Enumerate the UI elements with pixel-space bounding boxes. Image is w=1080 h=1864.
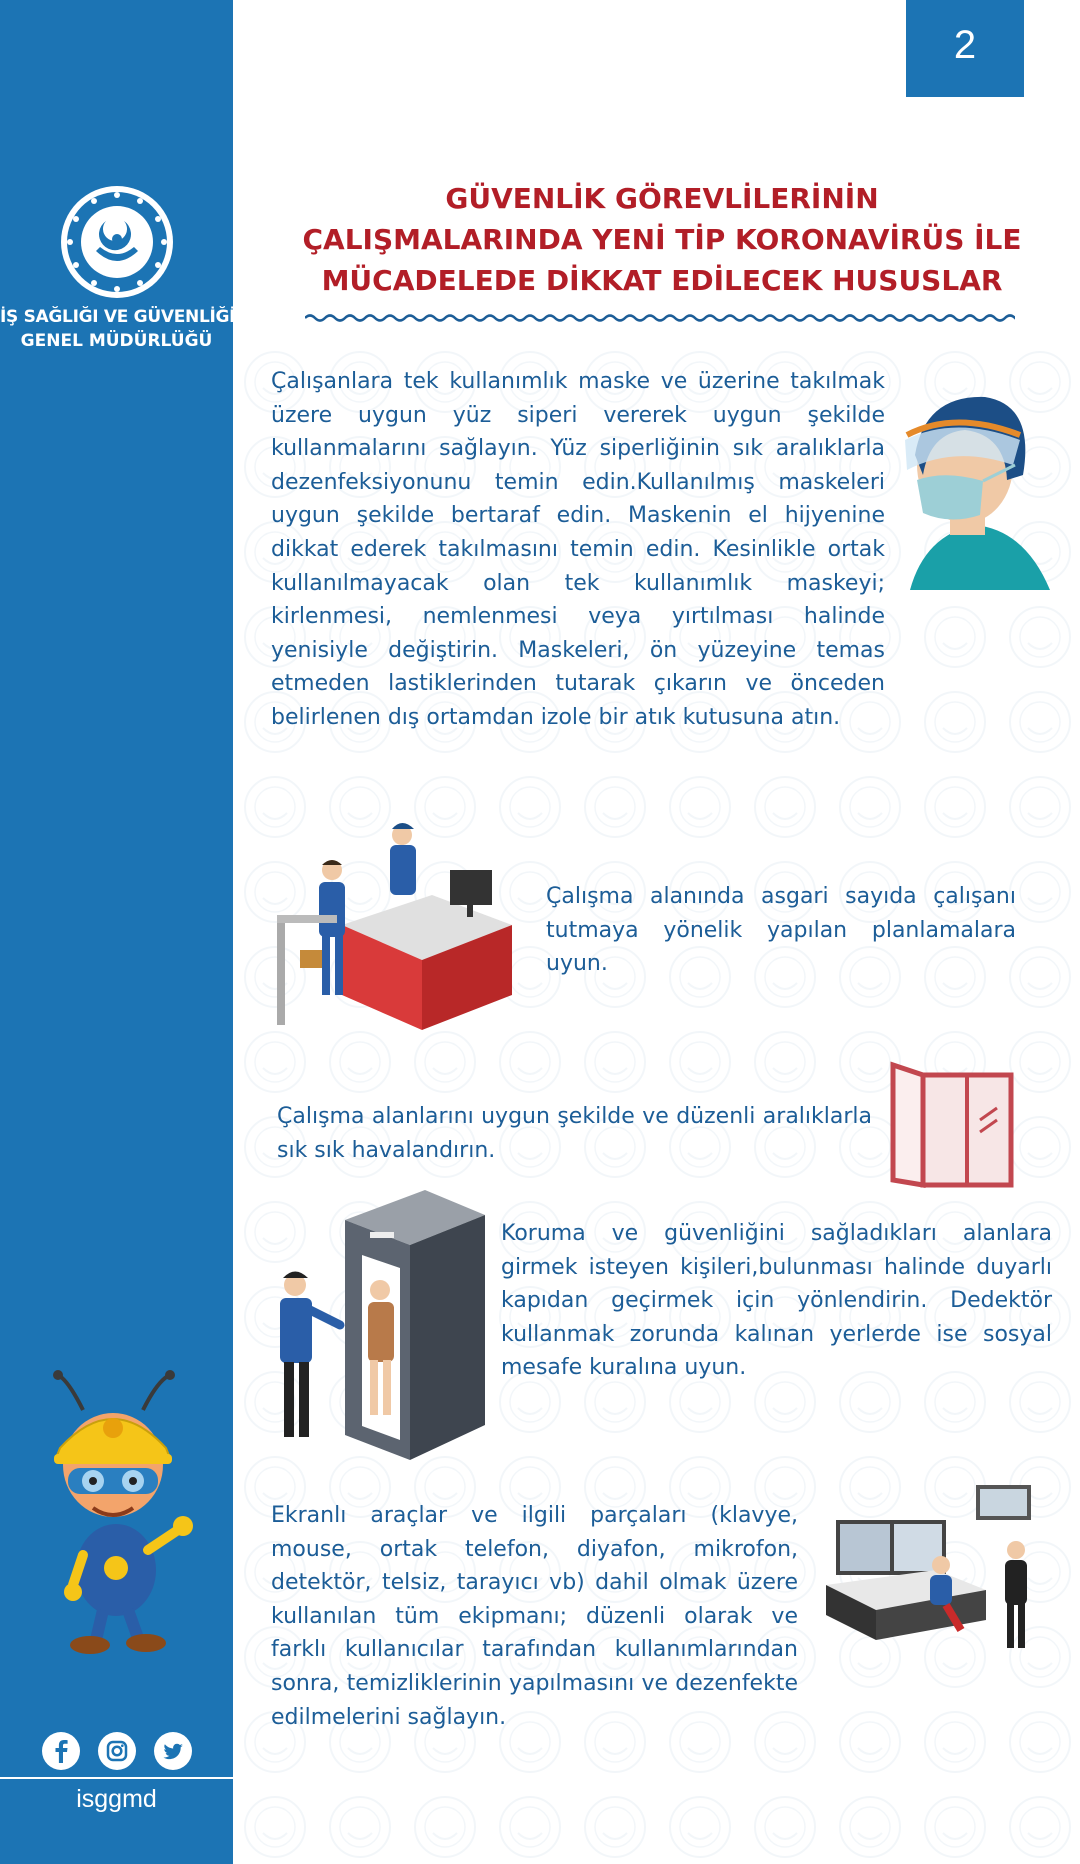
- face-shield-illustration: [895, 385, 1055, 590]
- paragraph-face-mask: Çalışanlara tek kullanımlık maske ve üzerine takılmak üzere uygun yüz siperi vererek uygun şekilde kullanmalarını sağlayın. Yüz siperliğinin sık aralıklarla dezenfeksiyonunu temin edin.Kullanılmış maskeleri uygun şekilde bertaraf edin. Maskenin el hijyenine dikkat ederek takılmasını temin edin. Kesinlikle ortak kullanılmayacak olan tek kullanımlık maskeyi; kirlenmesi, nemlenmesi veya yırtılması halinde yenisiyle değiştirin. Maskeleri, ön yüzeyine temas etmeden lastiklerinden tutarak çıkarın ve önceden belirlenen dış ortamdan izole bir atık kutusuna atın.: [271, 369, 885, 730]
- sidebar: [0, 0, 236, 1864]
- title-line1: GÜVENLİK GÖREVLİLERİNİN: [445, 182, 879, 215]
- paragraph-ventilation: Çalışma alanlarını uygun şekilde ve düzenli aralıklarla sık sık havalandırın.: [277, 1104, 872, 1163]
- facebook-icon[interactable]: [42, 1732, 80, 1770]
- security-desk-illustration: [272, 815, 517, 1040]
- paragraph-minimum-staff: Çalışma alanında asgari sayıda çalışanı tutmaya yönelik yapılan planlamalara uyun.: [546, 884, 1016, 977]
- title-line3: MÜCADELEDE DİKKAT EDİLECEK HUSUSLAR: [321, 264, 1003, 297]
- paragraph-metal-detector: Koruma ve güvenliğini sağladıkları alanlara girmek isteyen kişileri,bulunması halinde duyarlı kapıdan geçirmek için yönlendirin. Dedektör kullanmak zorunda kalınan yerlerde ise sosyal mesafe kuralına uyun.: [501, 1221, 1052, 1381]
- paragraph-equipment-cleaning: Ekranlı araçlar ve ilgili parçaları (klavye, mouse, ortak telefon, diyafon, mikrofon, detektör, telsiz, tarayıcı vb) dahil olmak üzere kullanılan tüm ekipmanı; düzenli olarak ve farklı kullanıcılar tarafından kullanımlarından sonra, temizliklerinin yapılmasını ve dezenfekte edilmelerini sağlayın.: [271, 1503, 798, 1730]
- twitter-icon[interactable]: [154, 1732, 192, 1770]
- org-name-line1: İŞ SAĞLIĞI VE GÜVENLİĞİ: [0, 307, 236, 327]
- open-window-illustration: [885, 1060, 1015, 1190]
- page-title: [282, 178, 1042, 301]
- mascot-illustration: [28, 1370, 203, 1655]
- control-room-illustration: [826, 1480, 1036, 1655]
- title-line2: ÇALIŞMALARINDA YENİ TİP KORONAVİRÜS İLE: [302, 223, 1022, 256]
- ministry-seal-logo: [58, 183, 176, 301]
- sidebar-divider: [0, 1777, 233, 1779]
- social-handle[interactable]: isggmd: [76, 1785, 157, 1813]
- instagram-icon[interactable]: [98, 1732, 136, 1770]
- page-number: 2: [906, 0, 1024, 97]
- organization-name: [0, 305, 236, 353]
- social-links: [42, 1732, 192, 1772]
- metal-detector-gate-illustration: [270, 1190, 490, 1460]
- title-wavy-underline: [305, 312, 1015, 324]
- org-name-line2: GENEL MÜDÜRLÜĞÜ: [20, 331, 213, 351]
